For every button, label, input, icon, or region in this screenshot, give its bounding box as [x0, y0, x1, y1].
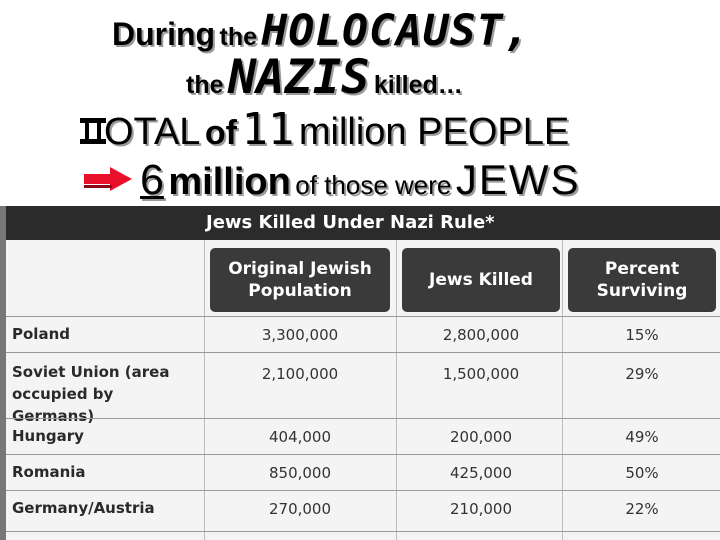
- row-country: Hungary: [12, 427, 84, 445]
- row-country: Poland: [12, 325, 70, 343]
- row-country: Germany/Austria: [12, 499, 155, 517]
- row-population: 850,000: [268, 464, 332, 482]
- table-row: [6, 490, 720, 532]
- heading-million: million: [168, 161, 291, 203]
- heading-line-2: [186, 50, 463, 105]
- heading-the-2: the: [186, 71, 224, 99]
- heading-line-1: [112, 6, 530, 56]
- row-surviving: 29%: [625, 365, 659, 383]
- scanned-table: [0, 206, 720, 540]
- heading-line-3: [104, 104, 569, 155]
- row-surviving: 15%: [625, 326, 659, 344]
- t-bracket-icon: [80, 118, 106, 144]
- heading-the: the: [219, 23, 258, 51]
- header-jews-killed: Jews Killed: [402, 248, 560, 312]
- row-population: 3,300,000: [261, 326, 339, 344]
- row-killed: 210,000: [449, 500, 513, 518]
- row-country: Soviet Union (area occupied by Germans): [12, 363, 170, 425]
- heading-killed: killed…: [373, 71, 463, 99]
- heading-holocaust: HOLOCAUST: [261, 6, 504, 56]
- heading-total: OTAL: [104, 111, 201, 153]
- row-killed: 425,000: [449, 464, 513, 482]
- row-population: 2,100,000: [261, 365, 339, 383]
- table-row: [6, 454, 720, 489]
- table-row: [6, 418, 720, 453]
- row-population: 270,000: [268, 500, 332, 518]
- header-percent-surviving: Percent Surviving: [568, 248, 716, 312]
- heading-line-4: [140, 156, 581, 205]
- heading-of-those-were: of those were: [295, 170, 452, 200]
- heading-comma: ,: [503, 6, 531, 56]
- heading-jews: JEWS: [455, 156, 581, 203]
- heading-million-people: million PEOPLE: [298, 111, 570, 153]
- row-country: Romania: [12, 463, 86, 481]
- heading-six: 6: [140, 156, 164, 204]
- row-surviving: 22%: [625, 500, 659, 518]
- row-killed: 2,800,000: [442, 326, 520, 344]
- heading-during: During: [112, 16, 216, 52]
- heading-nazis: NAZIS: [227, 50, 370, 105]
- table-title: Jews Killed Under Nazi Rule*: [6, 206, 720, 240]
- heading-eleven: 11: [241, 104, 295, 155]
- red-arrow-icon: [84, 167, 132, 191]
- table-row: [6, 352, 720, 425]
- row-killed: 1,500,000: [442, 365, 520, 383]
- heading-of: of: [204, 114, 237, 152]
- row-surviving: 50%: [625, 464, 659, 482]
- row-surviving: 49%: [625, 428, 659, 446]
- table-row: [6, 316, 720, 351]
- header-original-population: Original Jewish Population: [210, 248, 390, 312]
- row-population: 404,000: [268, 428, 332, 446]
- row-killed: 200,000: [449, 428, 513, 446]
